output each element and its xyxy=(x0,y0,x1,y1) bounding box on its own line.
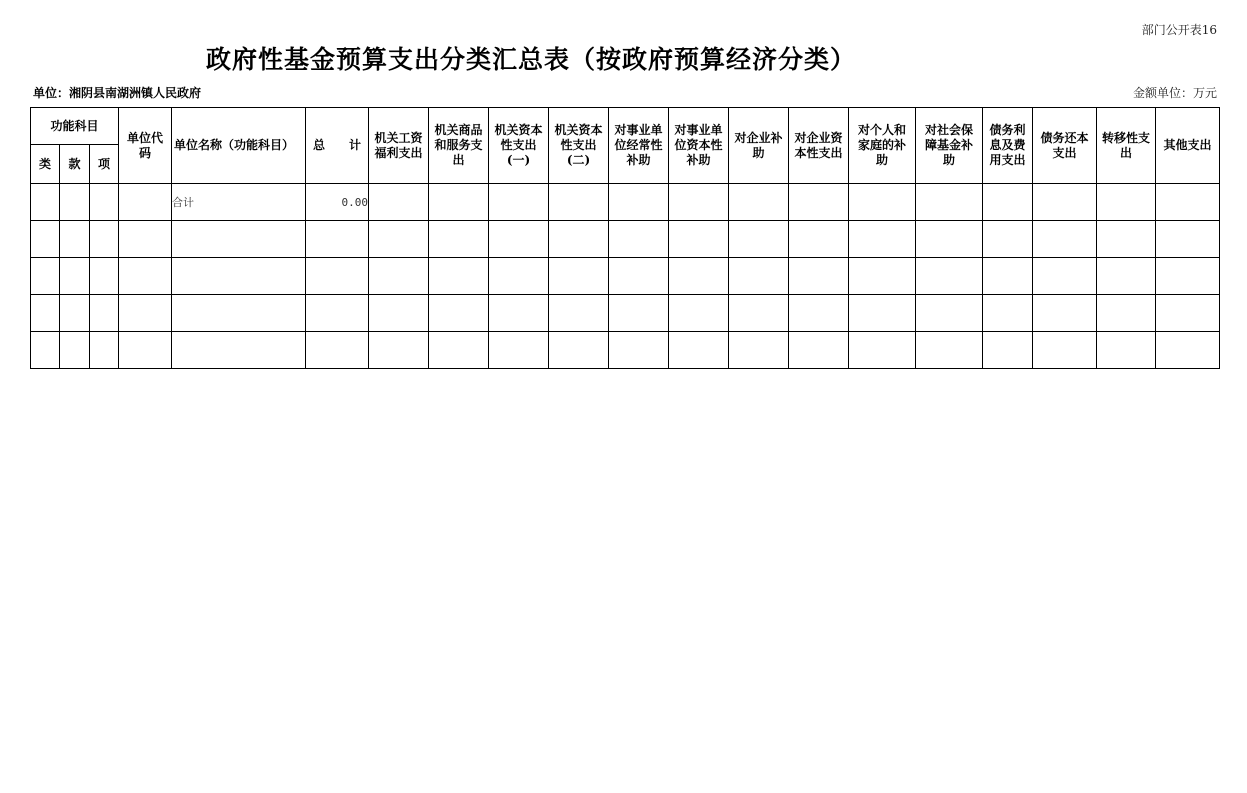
cell xyxy=(849,332,916,369)
table-header xyxy=(31,108,1220,184)
cell xyxy=(1033,221,1097,258)
header-other: 其他支出 xyxy=(1156,108,1220,184)
cell xyxy=(1097,332,1156,369)
cell xyxy=(669,184,729,221)
cell xyxy=(549,184,609,221)
cell-xiang xyxy=(90,221,119,258)
expenditure-table xyxy=(30,107,1220,369)
cell xyxy=(429,332,489,369)
cell-xiang xyxy=(90,258,119,295)
cell xyxy=(549,332,609,369)
cell-xiang xyxy=(90,332,119,369)
cell xyxy=(549,221,609,258)
cell xyxy=(1097,184,1156,221)
cell-unit-name xyxy=(172,221,306,258)
header-capital-1: 机关资本性支出(一) xyxy=(489,108,549,184)
table-row xyxy=(31,258,1220,295)
header-institution-capital-subsidy: 对事业单位资本性补助 xyxy=(669,108,729,184)
cell xyxy=(983,258,1033,295)
cell xyxy=(1033,184,1097,221)
cell xyxy=(609,221,669,258)
cell xyxy=(849,258,916,295)
cell xyxy=(429,184,489,221)
cell-unit-code xyxy=(119,332,172,369)
table-body xyxy=(31,184,1220,369)
cell xyxy=(1156,332,1220,369)
header-enterprise-capital: 对企业资本性支出 xyxy=(789,108,849,184)
cell xyxy=(1156,258,1220,295)
cell xyxy=(1097,295,1156,332)
header-debt-principal: 债务还本支出 xyxy=(1033,108,1097,184)
cell xyxy=(983,332,1033,369)
cell xyxy=(669,258,729,295)
amount-unit-label: 金额单位：万元 xyxy=(1132,86,1217,100)
cell xyxy=(1033,295,1097,332)
table-row xyxy=(31,221,1220,258)
table-row xyxy=(31,295,1220,332)
cell xyxy=(489,295,549,332)
cell-lei xyxy=(31,295,60,332)
cell xyxy=(1156,221,1220,258)
cell xyxy=(429,221,489,258)
cell xyxy=(1097,221,1156,258)
cell-total xyxy=(306,258,369,295)
header-goods-services: 机关商品和服务支出 xyxy=(429,108,489,184)
cell xyxy=(849,221,916,258)
cell xyxy=(669,221,729,258)
cell xyxy=(789,258,849,295)
cell xyxy=(983,295,1033,332)
cell-lei xyxy=(31,221,60,258)
cell-xiang xyxy=(90,184,119,221)
cell-unit-code xyxy=(119,258,172,295)
cell xyxy=(729,184,789,221)
cell xyxy=(789,221,849,258)
table-row xyxy=(31,332,1220,369)
header-social-security-subsidy: 对社会保障基金补助 xyxy=(916,108,983,184)
cell-kuan xyxy=(60,221,90,258)
cell-total: 0.00 xyxy=(306,184,369,221)
cell xyxy=(489,184,549,221)
header-institution-regular-subsidy: 对事业单位经常性补助 xyxy=(609,108,669,184)
cell xyxy=(1033,258,1097,295)
header-capital-2: 机关资本性支出(二) xyxy=(549,108,609,184)
cell-unit-code xyxy=(119,184,172,221)
table-row xyxy=(31,184,1220,221)
header-enterprise-subsidy: 对企业补助 xyxy=(729,108,789,184)
cell xyxy=(549,258,609,295)
cell xyxy=(669,332,729,369)
header-unit-code: 单位代码 xyxy=(119,108,172,184)
cell-lei xyxy=(31,184,60,221)
cell xyxy=(669,295,729,332)
cell-unit-code xyxy=(119,221,172,258)
cell-kuan xyxy=(60,295,90,332)
cell-unit-name xyxy=(172,258,306,295)
cell xyxy=(729,332,789,369)
cell xyxy=(489,258,549,295)
cell xyxy=(369,332,429,369)
cell xyxy=(916,258,983,295)
cell xyxy=(429,258,489,295)
cell-total xyxy=(306,295,369,332)
cell xyxy=(609,332,669,369)
header-xiang: 项 xyxy=(90,145,119,184)
cell xyxy=(1156,295,1220,332)
cell xyxy=(729,258,789,295)
unit-label: 单位：湘阴县南湖洲镇人民政府 xyxy=(33,86,202,100)
cell-total xyxy=(306,332,369,369)
cell xyxy=(983,184,1033,221)
header-total: 总 计 xyxy=(306,108,369,184)
cell xyxy=(369,295,429,332)
header-salary-welfare: 机关工资福利支出 xyxy=(369,108,429,184)
cell-lei xyxy=(31,332,60,369)
cell xyxy=(369,184,429,221)
cell xyxy=(549,295,609,332)
cell xyxy=(789,184,849,221)
header-function-subject: 功能科目 xyxy=(31,108,119,145)
header-unit-name: 单位名称（功能科目） xyxy=(172,108,306,184)
cell xyxy=(983,221,1033,258)
cell-unit-name: 合计 xyxy=(172,184,306,221)
cell xyxy=(849,295,916,332)
cell xyxy=(916,184,983,221)
cell-unit-name xyxy=(172,332,306,369)
header-kuan: 款 xyxy=(60,145,90,184)
cell xyxy=(729,221,789,258)
header-debt-interest: 债务利息及费用支出 xyxy=(983,108,1033,184)
cell-unit-name xyxy=(172,295,306,332)
cell xyxy=(369,258,429,295)
cell-lei xyxy=(31,258,60,295)
form-number: 部门公开表16 xyxy=(1141,23,1217,37)
cell xyxy=(609,295,669,332)
header-household-subsidy: 对个人和家庭的补助 xyxy=(849,108,916,184)
cell-kuan xyxy=(60,184,90,221)
header-lei: 类 xyxy=(31,145,60,184)
cell xyxy=(489,221,549,258)
cell xyxy=(916,332,983,369)
cell xyxy=(916,295,983,332)
cell xyxy=(429,295,489,332)
cell-unit-code xyxy=(119,295,172,332)
cell xyxy=(489,332,549,369)
cell-kuan xyxy=(60,258,90,295)
cell xyxy=(789,295,849,332)
cell xyxy=(729,295,789,332)
cell xyxy=(1097,258,1156,295)
cell xyxy=(789,332,849,369)
cell xyxy=(609,258,669,295)
cell xyxy=(369,221,429,258)
cell-kuan xyxy=(60,332,90,369)
cell xyxy=(609,184,669,221)
cell-xiang xyxy=(90,295,119,332)
cell xyxy=(1156,184,1220,221)
cell xyxy=(1033,332,1097,369)
cell-total xyxy=(306,221,369,258)
cell xyxy=(849,184,916,221)
page-title: 政府性基金预算支出分类汇总表（按政府预算经济分类） xyxy=(206,45,857,74)
cell xyxy=(916,221,983,258)
header-transfer: 转移性支出 xyxy=(1097,108,1156,184)
